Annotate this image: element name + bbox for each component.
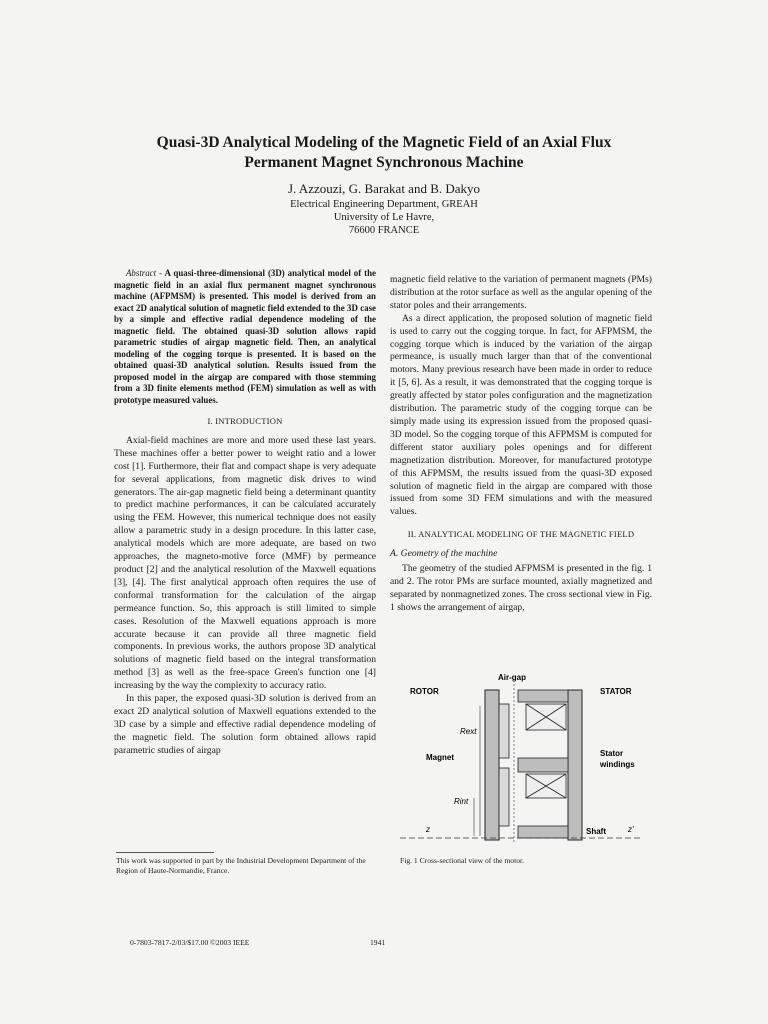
label-zprime: z' <box>628 825 634 834</box>
label-shaft: Shaft <box>586 827 606 836</box>
paragraph-intro-2: In this paper, the exposed quasi-3D solution is derived from an exact 2D analytical solution of Maxwell equations extended to the 3D case by a simple and effective radial dependence modeling of the magnetic field. The solution form obtained allows rapid parametric studies of airgap <box>114 693 376 756</box>
affiliation-line-1: Electrical Engineering Department, GREAH <box>290 199 478 210</box>
footnote: This work was supported in part by the Industrial Development Department of the Region of Haute-Normandie, France. <box>116 856 366 875</box>
stator-pole-upper <box>518 690 568 702</box>
copyright-line: 0-7803-7817-2/03/$17.00 ©2003 IEEE <box>130 938 250 947</box>
rotor-disc <box>485 690 499 840</box>
cross-section-diagram <box>390 668 652 848</box>
abstract <box>114 268 376 406</box>
label-z: z <box>426 825 430 834</box>
footnote-rule <box>116 852 214 853</box>
abstract-lead: Abstract - <box>126 268 163 278</box>
label-airgap: Air-gap <box>498 673 526 682</box>
abstract-text: A quasi-three-dimensional (3D) analytical model of the magnetic field in an axial flux permanent magnet synchronous machine (AFPMSM) is presented. This model is derived from an exact 2D analytical solution of magnetic field extended to the 3D case by a simple and effective radial dependence modeling of the magnetic field. The obtained quasi-3D solution allows rapid parametric studies of airgap magnetic field. Then, an analytical modeling of the cogging torque is presented. It is based on the obtained quasi-3D analytical solution. Results issued from the proposed model in the airgap are compared with those stemming from a 3D finite elements method (FEM) simulation as well as with prototype measured values. <box>114 268 376 405</box>
magnet-lower <box>499 768 509 826</box>
stator-yoke <box>568 690 582 840</box>
affiliation-line-2: University of Le Havre, <box>333 212 435 223</box>
paragraph-geometry-1: The geometry of the studied AFPMSM is presented in the fig. 1 and 2. The rotor PMs are surface mounted, axially magnetized and separated by nonmagnetized zones. The cross sectional view in Fig. 1 shows the arrangement of airgap, <box>390 563 652 613</box>
title-line-2: Permanent Magnet Synchronous Machine <box>244 154 524 171</box>
title-line-1: Quasi-3D Analytical Modeling of the Magnetic Field of an Axial Flux <box>156 134 612 151</box>
label-magnet: Magnet <box>426 753 454 762</box>
label-rext: Rext <box>460 727 477 736</box>
section-heading-analytical-modeling: II. ANALYTICAL MODELING OF THE MAGNETIC FIELD <box>407 529 635 540</box>
label-rint: Rint <box>454 797 469 806</box>
page-number: 1941 <box>370 938 386 947</box>
subsection-heading-geometry: A. Geometry of the machine <box>390 548 498 560</box>
stator-pole-middle <box>518 758 568 772</box>
figure-cross-section <box>390 668 652 848</box>
affiliation <box>200 198 568 237</box>
paragraph-intro-1: Axial-field machines are more and more used these last years. These machines offer a better power to weight ratio and a lower cost [1]. Furthermore, their flat and compact shape is very adequate for several applications, from magnetic disk drives to wind generators. The air-gap magnetic field being a determinant quantity to predict machine performances, it can be calculated accurately using the FEM. However, this numerical technique does not easily allow a parametric study in a design procedure. In this latter case, analytical models which are more adequate, are based on two approaches, the magneto-motive force (MMF) by permeance product [2] and the analytical resolution of the Maxwell equations [3], [4]. The first analytical approach often requires the use of conformal transformation for the calculation of the airgap permeance function. So, this approach is still limited to simple cases. Resolution of the Maxwell equations approach is more accurate because it can provide all three magnetic field components. In previous works, the authors propose 3D analytical solutions of magnetic field based on the integral transformation method [3] as well as the free-space Green's function one [4] increasing by the way the complexity to accuracy ratio. <box>114 434 376 692</box>
section-heading-introduction: I. INTRODUCTION <box>207 416 283 426</box>
label-rotor: ROTOR <box>410 687 439 696</box>
figure-caption: Fig. 1 Cross-sectional view of the motor. <box>400 856 525 865</box>
paragraph-right-1: magnetic field relative to the variation of permanent magnets (PMs) distribution at the rotor surface as well as the angular opening of the stator poles and their arrangements. <box>390 274 652 311</box>
right-column <box>390 274 652 615</box>
paper-title <box>100 133 668 173</box>
paragraph-right-2: As a direct application, the proposed solution of magnetic field is used to carry out the cogging torque. In fact, for AFPMSM, the cogging torque which is induced by the variation of the airgap permeance, is usually much larger than that of the conventional motors. Many previous research have been made in order to reduce it [5, 6]. As a result, it was demonstrated that the cogging torque is greatly affected by stator poles configuration and the magnetization distribution. The parametric study of the cogging torque can be simply made using its expression issued from the proposed quasi-3D model. So the cogging torque of this AFPMSM is computed for different stator auxiliary poles openings and for different magnetization distribution. Moreover, for manufactured prototype of this AFPMSM, the results issued from the quasi-3D exposed solution of magnetic field in the airgap are compared with those issued from some 3D FEM simulations and with the measured values. <box>390 312 652 518</box>
magnet-upper <box>499 704 509 758</box>
label-stator: STATOR <box>600 687 632 696</box>
label-stator-windings-1: Stator <box>600 749 624 758</box>
authors: J. Azzouzi, G. Barakat and B. Dakyo <box>287 181 481 196</box>
label-stator-windings-2: windings <box>600 760 635 769</box>
stator-pole-lower <box>518 826 568 838</box>
left-column <box>114 268 376 758</box>
affiliation-line-3: 76600 FRANCE <box>348 225 420 236</box>
